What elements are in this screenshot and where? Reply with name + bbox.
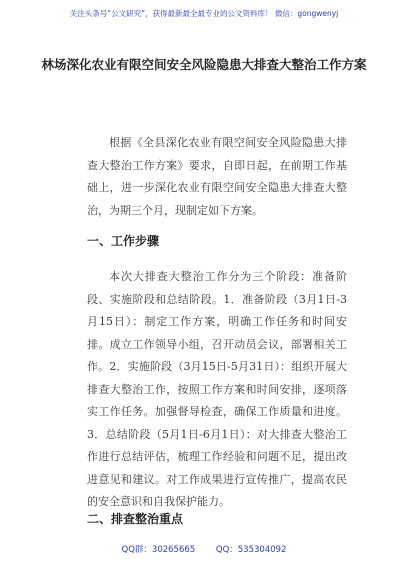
promo-banner: 关注头条号“公文研究”，获得最新最全最专业的公文资料库！ 微信：gongwenyj: [69, 9, 339, 18]
contact-footer: [0, 543, 408, 555]
intro-paragraph: 根据《全县深化农业有限空间安全风险隐患大排查大整治工作方案》要求，自即日起，在前期工作基础上，进一步深化农业有限空间安全隐患大排查大整治，为期三个月，现制定如下方案。: [87, 136, 347, 217]
steps-paragraph: 本次大排查大整治工作分为三个阶段：准备阶段、实施阶段和总结阶段。1．准备阶段（3月1日-3月15日）：制定工作方案，明确工作任务和时间安排。成立工作领导小组，召开动员会议，部署相关工作。2．实施阶段（3月15日-5月31日）：组织开展大排查大整治工作，按照工作方案和时间安排，逐项落实工作任务。加强督导检查，确保工作质量和进度。3．总结阶段（5月1日-6月1日）：对大排查大整治工作进行总结评估，梳理工作经验和问题不足，提出改进意见和建议。对工作成果进行宣传推广，提高农民的安全意识和自我保护能力。: [87, 270, 347, 508]
qq-group-text: QQ群：30265665: [121, 545, 196, 555]
document-title: 林场深化农业有限空间安全风险隐患大排查大整治工作方案: [41, 57, 367, 72]
section-heading-steps: 一、工作步骤: [87, 234, 160, 248]
section-heading-focus: 二、排查整治重点: [87, 512, 184, 526]
qq-text: QQ：535304092: [215, 545, 287, 555]
